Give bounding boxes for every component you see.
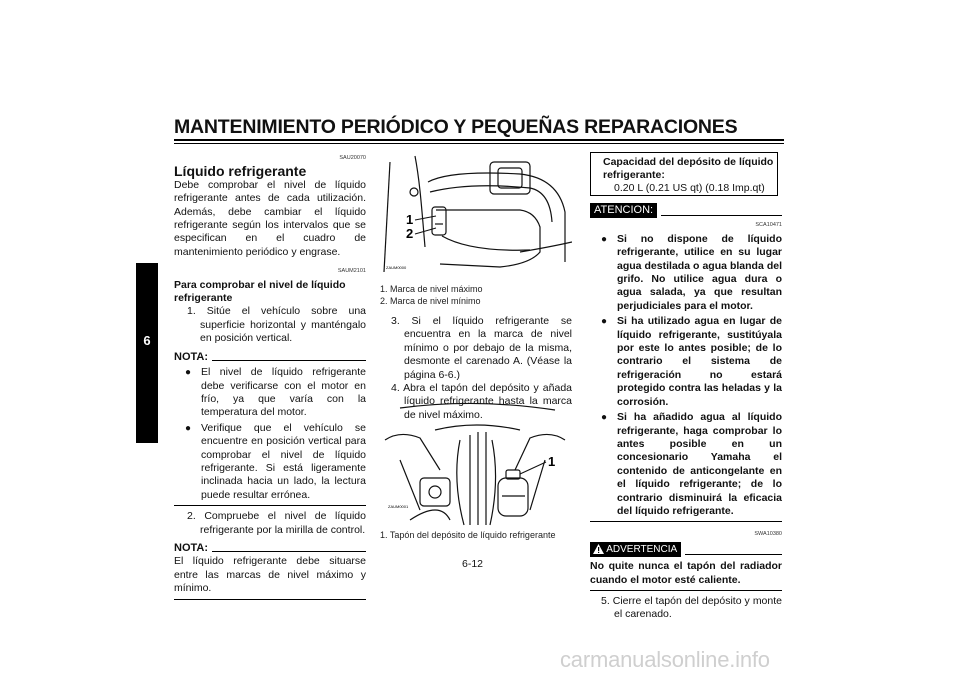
capacity-box: Capacidad del depósito de líquido refrigerante: 0.20 L (0.21 US qt) (0.18 Imp.qt) bbox=[590, 152, 778, 196]
nota-bullet: ● Verifique que el vehículo se encuentre en posición vertical para comprobar el nivel de líquido refrigerante. Si está ligeramente inclinada hacia un lado, la lectura puede resultar errónea. bbox=[174, 422, 366, 502]
ref-code: SCA10471 bbox=[755, 222, 782, 229]
figure-callout: 2 bbox=[406, 226, 414, 241]
watermark: carmanualsonline.info bbox=[560, 647, 770, 672]
page-header-title: MANTENIMIENTO PERIÓDICO Y PEQUEÑAS REPARACIONES bbox=[174, 116, 738, 138]
ref-code: SWA10380 bbox=[754, 531, 782, 538]
advertencia-badge: ADVERTENCIA bbox=[590, 542, 681, 557]
ref-code: SAU20070 bbox=[339, 155, 366, 161]
left-column bbox=[174, 152, 366, 600]
atencion-end-rule bbox=[590, 521, 782, 522]
figure-code: ZAUM0000 bbox=[386, 265, 407, 270]
step-5: 5. Cierre el tapón del depósito y monte el carenado. bbox=[601, 594, 782, 621]
atencion-bullet: ● Si ha añadido agua al líquido refrigerante, haga comprobar lo antes posible en un concesionario Yamaha el contenido de anticongelante en el líquido refrigerante; de lo contrario disminuirá la eficacia del líquido refrigerante. bbox=[590, 411, 782, 518]
header-rule-thin bbox=[174, 143, 784, 144]
step-1: 1. Sitúe el vehículo sobre una superficie horizontal y manténgalo en posición vertical. bbox=[187, 305, 366, 345]
step-3: 3. Si el líquido refrigerante se encuentra en la marca de nivel mínimo o por debajo de la misma, desmonte el carenado A. (Véase la página 6-6.) bbox=[391, 315, 572, 381]
figure-callout: 1 bbox=[406, 212, 414, 227]
warning-end-rule bbox=[590, 590, 782, 591]
warning-text: No quite nunca el tapón del radiador cuando el motor esté caliente. bbox=[590, 560, 782, 586]
intro-paragraph: Debe comprobar el nivel de líquido refrigerante antes de cada utilización. Además, debe cambiar el líquido refrigerante según los intervalos que se especifican en el cuadro de mantenimiento periódico y engrase. bbox=[174, 178, 366, 258]
figure-code: ZAUM0001 bbox=[388, 504, 409, 509]
atencion-bullet: ● Si no dispone de líquido refrigerante, utilice en su lugar agua destilada o agua blanda del grifo. No utilice agua dura o agua salada, ya que resultan perjudiciales para el motor. bbox=[590, 233, 782, 313]
reservoir-cap-illustration bbox=[380, 400, 572, 526]
header-rule bbox=[174, 139, 784, 141]
right-column bbox=[590, 203, 782, 622]
step-2: 2. Compruebe el nivel de líquido refrigerante por la mirilla de control. bbox=[187, 510, 366, 536]
figure-callout: 1 bbox=[548, 454, 556, 469]
section-heading: Líquido refrigerante bbox=[174, 163, 307, 180]
nota-end-rule bbox=[174, 505, 366, 506]
figure-caption: 1. Marca de nivel máximo bbox=[380, 284, 483, 294]
nota-header: NOTA: bbox=[174, 351, 366, 364]
subsection-heading: Para comprobar el nivel de líquido refrigerante bbox=[174, 278, 346, 305]
warning-triangle-icon bbox=[593, 544, 604, 554]
figure-caption: 2. Marca de nivel mínimo bbox=[380, 296, 481, 306]
nota-header: NOTA: bbox=[174, 542, 366, 555]
chapter-tab: 6 bbox=[136, 263, 158, 443]
ref-code: SAUM2101 bbox=[337, 268, 366, 275]
nota-end-rule bbox=[174, 599, 366, 600]
coolant-reservoir-illustration bbox=[380, 152, 572, 277]
atencion-badge: ATENCION: bbox=[590, 203, 657, 218]
figure-caption: 1. Tapón del depósito de líquido refrigerante bbox=[380, 530, 556, 540]
page-number: 6-12 bbox=[462, 558, 484, 570]
step-4: 4. Abra el tapón del depósito y añada líquido refrigerante hasta la marca de nivel máximo. bbox=[391, 382, 572, 421]
nota-bullet: ● El nivel de líquido refrigerante debe verificarse con el motor en frío, ya que varía con la temperatura del motor. bbox=[174, 366, 366, 420]
atencion-bullet: ● Si ha utilizado agua en lugar de líquido refrigerante, sustitúyala por este lo antes posible; de lo contrario el sistema de refrigeración no estará protegido contra las heladas y la corrosión. bbox=[590, 315, 782, 409]
nota-text: El líquido refrigerante debe situarse entre las marcas de nivel máximo y mínimo. bbox=[174, 555, 366, 595]
